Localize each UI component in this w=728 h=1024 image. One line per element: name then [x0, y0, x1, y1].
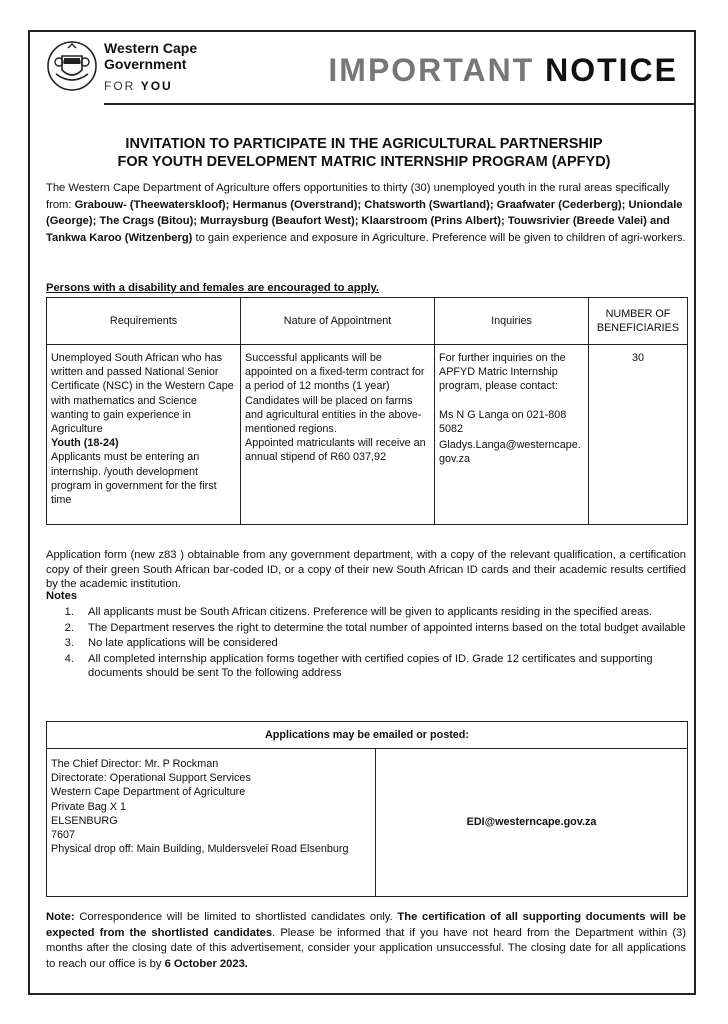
requirements-cell: Unemployed South African who has written and passed National Senior Certificate (NSC) in the Western Cape with mathematics and Science wanting to gain experience in Agriculture Youth (18-24) Applicants must be entering an internship. /youth development program in government for the first time	[47, 345, 241, 525]
inquiries-cell: For further inquiries on the APFYD Matric Internship program, please contact: Ms N G Langa on 021-808 5082 Gladys.Langa@westerncape.gov.za	[435, 345, 589, 525]
beneficiaries-cell: 30	[589, 345, 688, 525]
intro-paragraph: The Western Cape Department of Agriculture offers opportunities to thirty (30) unemployed youth in the rural areas specifically from: Grabouw- (Theewaterskloof); Hermanus (Overstrand); Chatsworth (Swartland); Graafwater (Cederberg); Uniondale (George); The Crags (Bitou); Murraysburg (Beaufort West); Klaarstroom (Prins Albert); Touwsrivier (Breede Valei) and Tankwa Karoo (Witzenberg) to gain experience and exposure in Agriculture. Preference will be given to children of agri-workers.	[46, 182, 686, 244]
important-notice-heading: IMPORTANT NOTICE	[328, 52, 678, 88]
internship-details-table	[46, 297, 688, 525]
document-title: INVITATION TO PARTICIPATE IN THE AGRICULTURAL PARTNERSHIP FOR YOUTH DEVELOPMENT MATRIC INTERNSHIP PROGRAM (APFYD)	[117, 136, 611, 170]
notes-heading: Notes	[46, 590, 78, 602]
list-item: 2. The Department reserves the right to determine the total number of appointed interns based on the total budget available	[64, 621, 686, 634]
coat-of-arms-logo	[46, 40, 98, 92]
header-inquiries: Inquiries	[435, 298, 589, 345]
postal-address-cell: The Chief Director: Mr. P Rockman Directorate: Operational Support Services Western Cape Department of Agriculture Private Bag X 1 ELSENBURG 7607 Physical drop off: Main Building, Muldersvelei Road Elsenburg	[47, 749, 376, 897]
table-row	[47, 345, 688, 525]
tagline: FOR YOU	[104, 79, 173, 93]
list-item: 4. All completed internship application forms together with certified copies of ID. Grade 12 certificates and supporting documents should be sent To the following address	[64, 652, 653, 680]
notes-list	[46, 605, 686, 682]
nature-cell: Successful applicants will be appointed on a fixed-term contract for a period of 12 months (1 year) Candidates will be placed on farms and agricultural entities in the above-mentioned regions. Appointed matriculants will receive an annual stipend of R60 037,92	[241, 345, 435, 525]
application-address-table	[46, 721, 688, 897]
footer-note: Note: Correspondence will be limited to shortlisted candidates only. The certification of all supporting documents will be expected from the shortlisted candidates. Please be informed that if you have not heard from the Department within (3) months after the closing date of this advertisement, consider your application unsuccessful. The closing date for all applications to reach our office is by 6 October 2023.	[46, 911, 686, 970]
header-divider	[104, 103, 696, 105]
encouragement-statement: Persons with a disability and females are encouraged to apply.	[46, 282, 380, 294]
email-address[interactable]: EDI@westerncape.gov.za	[376, 749, 688, 897]
table-header-row	[47, 298, 688, 345]
address-table-header: Applications may be emailed or posted:	[47, 722, 688, 749]
list-item: 1. All applicants must be South African citizens. Preference will be given to applicants residing in the specified areas.	[64, 606, 653, 618]
header-beneficiaries: NUMBER OF BENEFICIARIES	[589, 298, 688, 345]
header-nature: Nature of Appointment	[241, 298, 435, 345]
list-item: 3. No late applications will be considered	[64, 637, 278, 650]
header-requirements: Requirements	[47, 298, 241, 345]
application-paragraph: Application form (new z83 ) obtainable from any government department, with a copy of the relevant qualification, a certification copy of their green South African bar-coded ID, or a copy of their new South African ID cards and their academic results certified by the academic institution.	[46, 549, 686, 591]
organisation-name: Western Cape Government	[104, 40, 198, 72]
